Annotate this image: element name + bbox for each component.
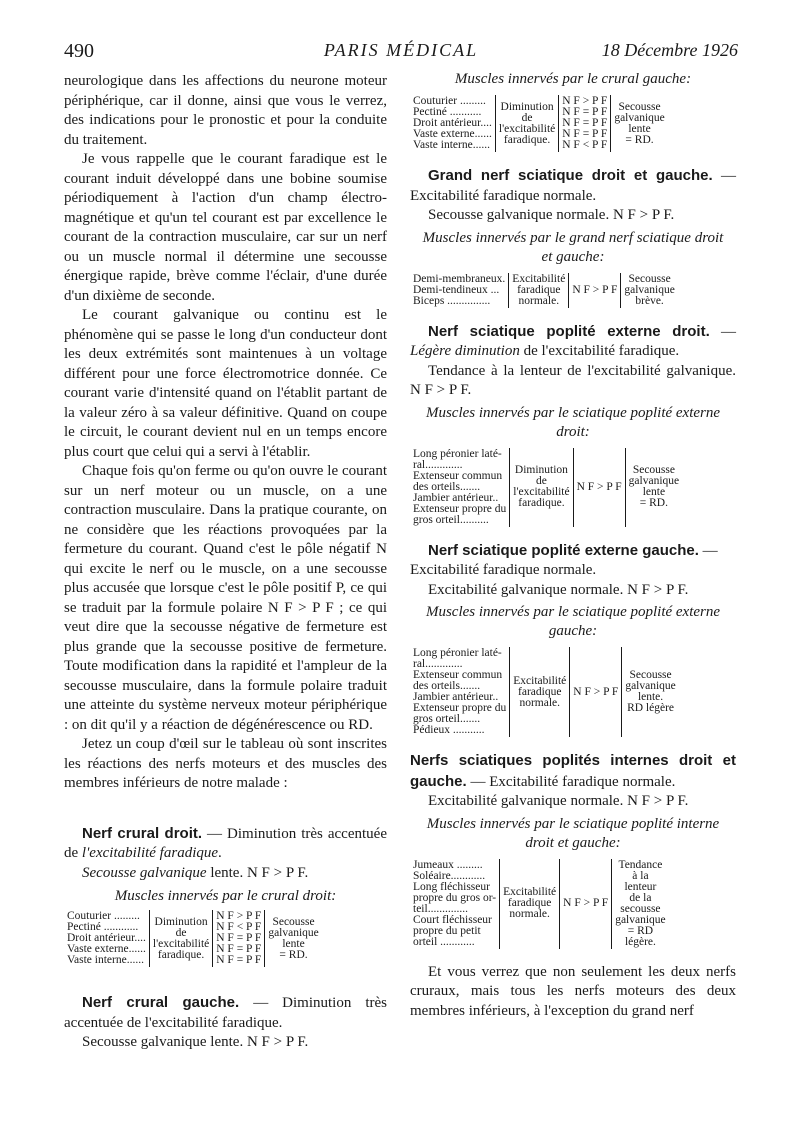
formula-cell: N F > P F N F = P F N F = P F N F = P F N F < P F [559,95,611,152]
section-crural-droit: Nerf crural droit. — Diminution très accentuée de l'excitabilité faradique. [64,824,387,861]
table-caption: Muscles innervés par le crural gauche: [454,71,692,87]
paragraph: Secousse galvanique lente. N F > P F. [82,1034,309,1050]
muscle-list: Long péronier laté- ral............. Extenseur commun des orteils....... Jambier antérieur.. Extenseur propre du gros orteil....... Pédieux ........... [410,647,510,737]
excitability-cell: Excitabilité faradique normale. [509,273,569,308]
muscle-list: Couturier ......... Pectiné ........... Droit antérieur.... Vaste externe...... Vaste interne...... [410,95,495,152]
right-column [410,72,736,1021]
paragraph: Tendance à la lenteur de l'excitabilité galvanique. N F > P F. [410,362,736,398]
page-number: 490 [64,40,94,62]
paragraph-closing: Et vous verrez que non seulement les deux nerfs cruraux, mais tous les nerfs moteurs des deux membres inférieurs, à l'exception du grand nerf [410,963,736,1019]
muscle-list: Long péronier laté- ral............. Extenseur commun des orteils....... Jambier antérieur.. Extenseur propre du gros orteil.......... [410,448,510,527]
excitability-cell: Diminution de l'excitabilité faradique. [495,95,558,152]
result-cell: Secousse galvanique lente = RD. [268,915,319,961]
table-caption: droit: [556,423,590,440]
section-title: Nerf sciatique poplité externe gauche. [428,541,699,559]
formula-cell: N F > P F [560,859,612,949]
paragraph: Jetez un coup d'œil sur le tableau où sont inscrites les réactions des nerfs moteurs et des muscles des membres inférieurs de notre malade : [64,736,387,791]
table-caption: Muscles innervés par le sciatique poplité interne [426,815,720,832]
table-spe-droit [410,448,682,527]
muscle-list: Demi-membraneux. Demi-tendineux ... Biceps ............... [410,273,509,308]
section-title: Grand nerf sciatique droit et gauche. [428,167,713,184]
page-header [64,40,738,64]
excitability-cell: Excitabilité faradique normale. [500,859,560,949]
section-grand-sciatique: Grand nerf sciatique droit et gauche. — Excitabilité faradique normale. [410,167,737,204]
formula-cell: N F > P F [570,647,622,737]
section-title: Nerf crural droit. [82,824,203,842]
paragraph: Je vous rappelle que le courant faradique est le courant induit développé dans une bobine soumise périodiquement à l'action d'un champ électro-magnétique et qu'un tel courant est par excellence le courant de la contraction musculaire, car sur un nerf ou un muscle normal il détermine une secousse énergique rapide, brève comme l'éclair, d'une durée d'un dixième de seconde. [64,151,387,304]
table-caption: et gauche: [541,248,605,265]
result-cell: Secousse galvanique lente. RD légère [625,669,676,714]
section-title: Nerfs sciatiques poplités internes droit et gauche. [410,752,736,790]
muscle-list: Couturier ......... Pectiné ............ Droit antérieur.... Vaste externe...... Vaste interne...... [64,910,149,967]
result-cell: Tendance à la lenteur de la secousse galvanique = RD légère. [615,858,666,948]
formula-cell: N F > P F [573,448,625,527]
section-spe-droit: Nerf sciatique poplité externe droit. — Légère diminution de l'excitabilité faradique. [410,322,737,359]
paragraph: Le courant galvanique ou continu est le phénomène qui se passe le long d'un conducteur dont les deux extrémités sont maintenues à un voltage différent pour une force électromotrice donnée. Ce courant varie d'intensité quand on l'établit partant de la valeur zéro à sa valeur définitive. Quand on coupe le circuit, le courant devient nul en un temps encore plus court que celui qui a servi à l'établir. [64,307,387,460]
table-caption: Muscles innervés par le sciatique poplité externe [425,404,721,421]
paragraph: Excitabilité galvanique normale. N F > P F. [428,793,689,809]
table-grand-sciatique [410,273,678,308]
paragraph: neurologique dans les affections du neurone moteur périphérique, car il donne, ainsi que vous le verrez, des indications pour le pronostic et pour la conduite du traitement. [64,73,387,148]
paragraph: Chaque fois qu'on ferme ou qu'on ouvre le courant sur un nerf moteur ou un muscle, on a une contraction musculaire. Dans la pratique courante, on ne considère que les réactions provoquées par la fermeture du courant. Quand c'est le pôle négatif N qui excite le nerf ou le muscle, on a une secousse plus accusée que lorsque c'est le pôle positif P, ce qui se traduit par la formule polaire N F > P F ; ce qui veut dire que la secousse négative de fermeture est plus grande que la secousse positive de fermeture. Toute modification dans la rapidité et l'ampleur de la secousse musculaire, dans la formule polaire traduit une atteinte du système nerveux moteur périphérique : on dit qu'il y a réaction de dégénérescence ou RD. [64,463,387,733]
table-spe-gauche [410,647,679,737]
table-caption: droit et gauche: [525,834,621,851]
section-spi: Nerfs sciatiques poplités internes droit et gauche. — Excitabilité faradique normale. [410,752,736,790]
section-title: Nerf crural gauche. [82,994,240,1011]
paragraph: Secousse galvanique normale. N F > P F. [428,207,675,223]
muscle-list: Jumeaux ......... Soléaire............ Long fléchisseur propre du gros or- teil.............. Court fléchisseur propre du petit orteil ............ [410,859,500,949]
excitability-cell: Diminution de l'excitabilité faradique. [510,448,573,527]
section-spe-gauche: Nerf sciatique poplité externe gauche. — [428,541,718,559]
excitability-cell: Diminution de l'excitabilité faradique. [149,910,212,967]
table-spi [410,859,669,949]
table-crural-droit [64,910,322,967]
formula-cell: N F > P F [569,273,621,308]
excitability-cell: Excitabilité faradique normale. [510,647,570,737]
left-column [64,72,387,1053]
result-cell: Secousse galvanique brève. [624,272,675,307]
section-title: Nerf sciatique poplité externe droit. [428,322,710,340]
result-cell: Secousse galvanique lente = RD. [614,100,665,146]
formula-cell: N F > P F N F < P F N F = P F N F = P F N F = P F [213,910,265,967]
table-caption: Muscles innervés par le crural droit: [114,888,337,904]
table-caption: Muscles innervés par le sciatique poplité externe [425,604,721,620]
journal-title: PARIS MÉDICAL [323,40,479,60]
paragraph: Secousse galvanique lente. N F > P F. [82,864,309,881]
table-crural-gauche [410,95,668,152]
paragraph: Excitabilité galvanique normale. N F > P F. [428,581,689,598]
issue-date: 18 Décembre 1926 [601,40,738,60]
section-crural-gauche: Nerf crural gauche. — Diminution très accentuée de l'excitabilité faradique. [64,994,388,1031]
result-cell: Secousse galvanique lente = RD. [628,464,680,509]
table-caption: gauche: [548,623,598,639]
paragraph: Excitabilité faradique normale. [410,562,597,578]
table-caption: Muscles innervés par le grand nerf sciatique droit [422,229,724,246]
